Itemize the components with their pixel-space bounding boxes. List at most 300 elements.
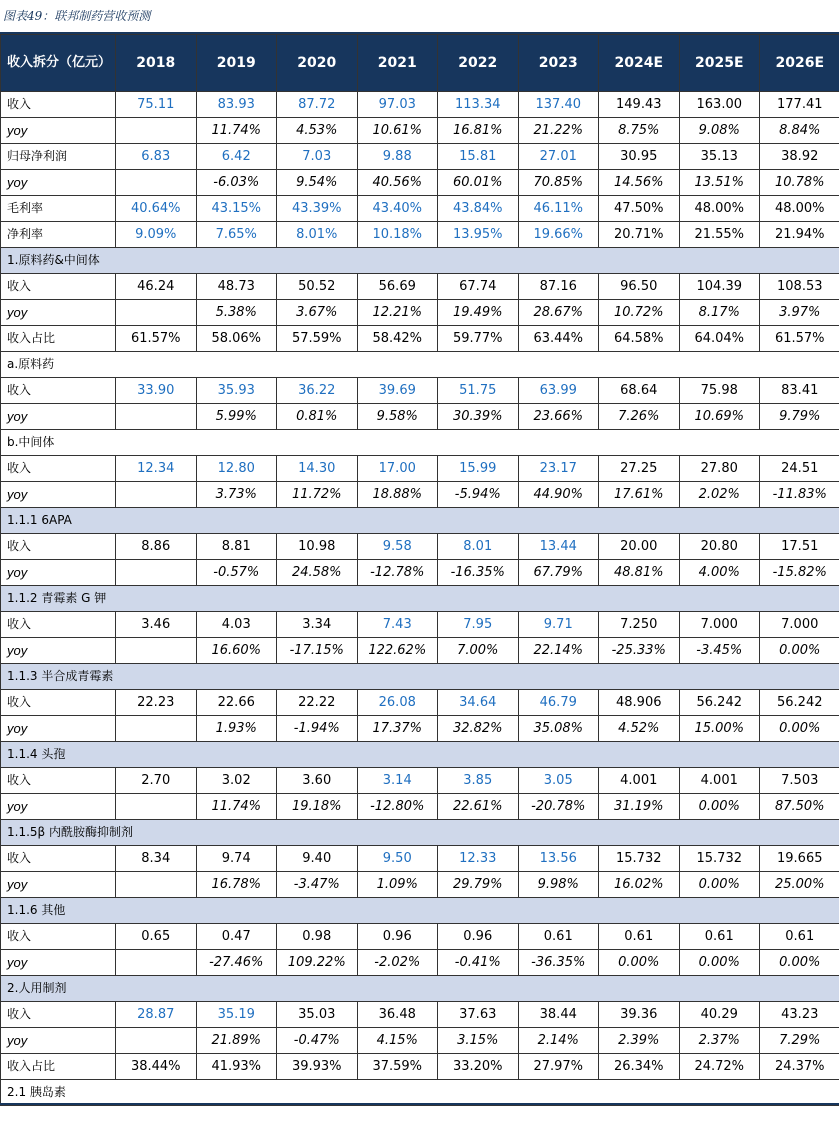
value-cell: -3.45% <box>679 638 760 664</box>
value-cell: 0.61 <box>760 924 839 950</box>
value-cell: 34.64 <box>438 690 519 716</box>
section-label: 1.1.3 半合成青霉素 <box>1 664 839 690</box>
value-cell: 32.82% <box>438 716 519 742</box>
section-label: 2.1 胰岛素 <box>1 1080 839 1106</box>
value-cell: 43.15% <box>196 196 277 222</box>
value-cell: -0.41% <box>438 950 519 976</box>
revenue-forecast-table <box>0 34 839 1106</box>
table-row <box>1 846 839 872</box>
section-label: 1.1.6 其他 <box>1 898 839 924</box>
value-cell: 9.58% <box>357 404 438 430</box>
value-cell: 37.63 <box>438 1002 519 1028</box>
value-cell: -12.78% <box>357 560 438 586</box>
value-cell: 0.00% <box>679 872 760 898</box>
value-cell: 2.02% <box>679 482 760 508</box>
value-cell: 58.42% <box>357 326 438 352</box>
value-cell: 0.61 <box>599 924 680 950</box>
value-cell: 47.50% <box>599 196 680 222</box>
value-cell: 21.55% <box>679 222 760 248</box>
value-cell: -11.83% <box>760 482 839 508</box>
value-cell: 68.64 <box>599 378 680 404</box>
header-year: 2022 <box>438 35 519 92</box>
value-cell: 7.43 <box>357 612 438 638</box>
value-cell: 51.75 <box>438 378 519 404</box>
value-cell: -25.33% <box>599 638 680 664</box>
value-cell: -5.94% <box>438 482 519 508</box>
value-cell: 36.48 <box>357 1002 438 1028</box>
value-cell: 35.13 <box>679 144 760 170</box>
value-cell: 23.66% <box>518 404 599 430</box>
row-label: yoy <box>1 1028 116 1054</box>
table-row <box>1 690 839 716</box>
value-cell: 8.34 <box>116 846 197 872</box>
table-row <box>1 144 839 170</box>
value-cell: 87.50% <box>760 794 839 820</box>
value-cell: 27.97% <box>518 1054 599 1080</box>
value-cell <box>116 118 197 144</box>
value-cell <box>116 560 197 586</box>
value-cell: 38.44% <box>116 1054 197 1080</box>
value-cell: 4.001 <box>599 768 680 794</box>
value-cell: 11.74% <box>196 794 277 820</box>
table-row <box>1 92 839 118</box>
value-cell: 10.72% <box>599 300 680 326</box>
value-cell: 35.03 <box>277 1002 358 1028</box>
value-cell: -0.47% <box>277 1028 358 1054</box>
value-cell: 12.33 <box>438 846 519 872</box>
value-cell: 75.98 <box>679 378 760 404</box>
value-cell: 56.69 <box>357 274 438 300</box>
value-cell <box>116 950 197 976</box>
value-cell: 0.00% <box>599 950 680 976</box>
value-cell: 0.00% <box>679 794 760 820</box>
value-cell: 8.17% <box>679 300 760 326</box>
value-cell: 16.02% <box>599 872 680 898</box>
section-header-row <box>1 976 839 1002</box>
value-cell: 16.60% <box>196 638 277 664</box>
header-first-cell: 收入拆分（亿元） <box>1 35 116 92</box>
section-header-row <box>1 742 839 768</box>
value-cell: 13.56 <box>518 846 599 872</box>
value-cell: 22.61% <box>438 794 519 820</box>
value-cell: 21.94% <box>760 222 839 248</box>
row-label: 归母净利润 <box>1 144 116 170</box>
value-cell: 64.58% <box>599 326 680 352</box>
value-cell: 3.05 <box>518 768 599 794</box>
value-cell: -17.15% <box>277 638 358 664</box>
value-cell: 4.03 <box>196 612 277 638</box>
section-label: 1.1.1 6APA <box>1 508 839 534</box>
row-label: 收入 <box>1 378 116 404</box>
value-cell: -36.35% <box>518 950 599 976</box>
yoy-row <box>1 560 839 586</box>
table-row <box>1 274 839 300</box>
value-cell: 9.54% <box>277 170 358 196</box>
value-cell: 9.58 <box>357 534 438 560</box>
value-cell: 7.250 <box>599 612 680 638</box>
value-cell: 9.79% <box>760 404 839 430</box>
value-cell: 2.14% <box>518 1028 599 1054</box>
value-cell: 27.01 <box>518 144 599 170</box>
value-cell: 48.81% <box>599 560 680 586</box>
value-cell: 96.50 <box>599 274 680 300</box>
value-cell: 12.34 <box>116 456 197 482</box>
value-cell: 15.732 <box>599 846 680 872</box>
value-cell: 21.89% <box>196 1028 277 1054</box>
value-cell: 26.34% <box>599 1054 680 1080</box>
header-year: 2020 <box>277 35 358 92</box>
value-cell: 30.95 <box>599 144 680 170</box>
row-label: 收入 <box>1 92 116 118</box>
row-label: 收入 <box>1 768 116 794</box>
value-cell: 75.11 <box>116 92 197 118</box>
value-cell: 29.79% <box>438 872 519 898</box>
value-cell: 13.51% <box>679 170 760 196</box>
value-cell: 0.61 <box>518 924 599 950</box>
value-cell: 7.95 <box>438 612 519 638</box>
section-label: a.原料药 <box>1 352 839 378</box>
value-cell: 10.18% <box>357 222 438 248</box>
value-cell: 0.81% <box>277 404 358 430</box>
value-cell: 83.93 <box>196 92 277 118</box>
value-cell: 12.21% <box>357 300 438 326</box>
value-cell: 9.08% <box>679 118 760 144</box>
section-header-row <box>1 508 839 534</box>
row-label: yoy <box>1 482 116 508</box>
value-cell: 17.61% <box>599 482 680 508</box>
value-cell: 63.44% <box>518 326 599 352</box>
value-cell: 18.88% <box>357 482 438 508</box>
yoy-row <box>1 872 839 898</box>
yoy-row <box>1 118 839 144</box>
value-cell: 149.43 <box>599 92 680 118</box>
row-label: 收入 <box>1 924 116 950</box>
value-cell: 3.97% <box>760 300 839 326</box>
value-cell: 43.39% <box>277 196 358 222</box>
value-cell: 3.02 <box>196 768 277 794</box>
value-cell: 27.25 <box>599 456 680 482</box>
value-cell: 3.67% <box>277 300 358 326</box>
value-cell: 39.36 <box>599 1002 680 1028</box>
value-cell: 41.93% <box>196 1054 277 1080</box>
value-cell: -0.57% <box>196 560 277 586</box>
value-cell: 22.22 <box>277 690 358 716</box>
yoy-row <box>1 300 839 326</box>
value-cell: 33.20% <box>438 1054 519 1080</box>
row-label: 收入占比 <box>1 326 116 352</box>
value-cell: 9.50 <box>357 846 438 872</box>
row-label: yoy <box>1 638 116 664</box>
row-label: 收入 <box>1 274 116 300</box>
row-label: yoy <box>1 794 116 820</box>
value-cell: 22.66 <box>196 690 277 716</box>
value-cell: -3.47% <box>277 872 358 898</box>
yoy-row <box>1 482 839 508</box>
value-cell: 7.000 <box>679 612 760 638</box>
value-cell: 6.42 <box>196 144 277 170</box>
value-cell: 23.17 <box>518 456 599 482</box>
value-cell: 9.09% <box>116 222 197 248</box>
value-cell: 43.84% <box>438 196 519 222</box>
yoy-row <box>1 716 839 742</box>
header-year: 2026E <box>760 35 839 92</box>
value-cell <box>116 794 197 820</box>
value-cell: 1.93% <box>196 716 277 742</box>
subsection-header-row <box>1 430 839 456</box>
section-label: 2.人用制剂 <box>1 976 839 1002</box>
value-cell: 10.69% <box>679 404 760 430</box>
value-cell: 14.56% <box>599 170 680 196</box>
value-cell: 19.665 <box>760 846 839 872</box>
value-cell: 13.44 <box>518 534 599 560</box>
table-row <box>1 612 839 638</box>
row-label: yoy <box>1 716 116 742</box>
value-cell: 13.95% <box>438 222 519 248</box>
row-label: yoy <box>1 404 116 430</box>
section-header-row <box>1 898 839 924</box>
value-cell <box>116 638 197 664</box>
header-year: 2025E <box>679 35 760 92</box>
value-cell: 8.01% <box>277 222 358 248</box>
value-cell: 19.66% <box>518 222 599 248</box>
value-cell: 14.30 <box>277 456 358 482</box>
value-cell: 26.08 <box>357 690 438 716</box>
value-cell: 19.49% <box>438 300 519 326</box>
value-cell: -12.80% <box>357 794 438 820</box>
value-cell: 7.29% <box>760 1028 839 1054</box>
value-cell: -27.46% <box>196 950 277 976</box>
value-cell: 61.57% <box>116 326 197 352</box>
table-row <box>1 768 839 794</box>
value-cell <box>116 300 197 326</box>
value-cell: 35.19 <box>196 1002 277 1028</box>
value-cell: 44.90% <box>518 482 599 508</box>
value-cell: 48.00% <box>760 196 839 222</box>
table-header-row <box>1 35 839 92</box>
value-cell: 28.67% <box>518 300 599 326</box>
value-cell: 15.81 <box>438 144 519 170</box>
value-cell: 57.59% <box>277 326 358 352</box>
value-cell: 67.74 <box>438 274 519 300</box>
value-cell <box>116 872 197 898</box>
value-cell: 39.93% <box>277 1054 358 1080</box>
value-cell: 0.00% <box>760 716 839 742</box>
value-cell: 9.88 <box>357 144 438 170</box>
value-cell: 17.37% <box>357 716 438 742</box>
value-cell: 4.001 <box>679 768 760 794</box>
value-cell: 0.98 <box>277 924 358 950</box>
row-label: 收入占比 <box>1 1054 116 1080</box>
value-cell: 48.00% <box>679 196 760 222</box>
row-label: yoy <box>1 872 116 898</box>
value-cell: 9.98% <box>518 872 599 898</box>
value-cell: 7.03 <box>277 144 358 170</box>
yoy-row <box>1 794 839 820</box>
row-label: 收入 <box>1 456 116 482</box>
value-cell: 40.64% <box>116 196 197 222</box>
value-cell: 122.62% <box>357 638 438 664</box>
header-year: 2023 <box>518 35 599 92</box>
value-cell: 9.40 <box>277 846 358 872</box>
value-cell: 10.78% <box>760 170 839 196</box>
value-cell: 87.72 <box>277 92 358 118</box>
value-cell: 0.00% <box>760 950 839 976</box>
row-label: yoy <box>1 300 116 326</box>
value-cell: 30.39% <box>438 404 519 430</box>
value-cell: 40.29 <box>679 1002 760 1028</box>
table-row <box>1 534 839 560</box>
header-year: 2019 <box>196 35 277 92</box>
value-cell: 24.37% <box>760 1054 839 1080</box>
table-body <box>1 92 839 1106</box>
value-cell: 2.39% <box>599 1028 680 1054</box>
value-cell: 27.80 <box>679 456 760 482</box>
value-cell: 177.41 <box>760 92 839 118</box>
yoy-row <box>1 1028 839 1054</box>
value-cell: 35.08% <box>518 716 599 742</box>
value-cell: 83.41 <box>760 378 839 404</box>
row-label: 收入 <box>1 846 116 872</box>
value-cell: 43.40% <box>357 196 438 222</box>
value-cell: 3.46 <box>116 612 197 638</box>
value-cell: 20.80 <box>679 534 760 560</box>
value-cell: 108.53 <box>760 274 839 300</box>
value-cell: 56.242 <box>760 690 839 716</box>
value-cell: 25.00% <box>760 872 839 898</box>
value-cell: 59.77% <box>438 326 519 352</box>
value-cell: 48.906 <box>599 690 680 716</box>
value-cell <box>116 716 197 742</box>
value-cell: 16.78% <box>196 872 277 898</box>
section-header-row <box>1 586 839 612</box>
section-header-row <box>1 248 839 274</box>
table-row <box>1 326 839 352</box>
value-cell: 113.34 <box>438 92 519 118</box>
section-label: 1.1.4 头孢 <box>1 742 839 768</box>
value-cell: -2.02% <box>357 950 438 976</box>
value-cell <box>116 404 197 430</box>
value-cell: 21.22% <box>518 118 599 144</box>
value-cell: 7.00% <box>438 638 519 664</box>
value-cell: 8.81 <box>196 534 277 560</box>
value-cell: 7.26% <box>599 404 680 430</box>
value-cell: 97.03 <box>357 92 438 118</box>
value-cell: 70.85% <box>518 170 599 196</box>
table-row <box>1 924 839 950</box>
value-cell: 17.00 <box>357 456 438 482</box>
value-cell: 46.11% <box>518 196 599 222</box>
value-cell: 137.40 <box>518 92 599 118</box>
row-label: 收入 <box>1 690 116 716</box>
value-cell: 46.24 <box>116 274 197 300</box>
value-cell: 7.65% <box>196 222 277 248</box>
value-cell: 3.14 <box>357 768 438 794</box>
figure-caption: 图表49：联邦制药营收预测 <box>3 9 151 23</box>
header-year: 2021 <box>357 35 438 92</box>
table-row <box>1 378 839 404</box>
value-cell: 56.242 <box>679 690 760 716</box>
value-cell: 31.19% <box>599 794 680 820</box>
value-cell: 16.81% <box>438 118 519 144</box>
value-cell <box>116 170 197 196</box>
header-year: 2024E <box>599 35 680 92</box>
value-cell: 4.00% <box>679 560 760 586</box>
value-cell: 15.00% <box>679 716 760 742</box>
value-cell: 37.59% <box>357 1054 438 1080</box>
value-cell: 3.73% <box>196 482 277 508</box>
value-cell: 0.61 <box>679 924 760 950</box>
value-cell: 104.39 <box>679 274 760 300</box>
value-cell: 33.90 <box>116 378 197 404</box>
value-cell: 36.22 <box>277 378 358 404</box>
value-cell: 64.04% <box>679 326 760 352</box>
value-cell: 3.85 <box>438 768 519 794</box>
value-cell: 163.00 <box>679 92 760 118</box>
section-header-row <box>1 664 839 690</box>
row-label: 收入 <box>1 534 116 560</box>
value-cell: 4.15% <box>357 1028 438 1054</box>
table-row <box>1 1054 839 1080</box>
value-cell: 6.83 <box>116 144 197 170</box>
section-label: 1.1.5β 内酰胺酶抑制剂 <box>1 820 839 846</box>
value-cell: 2.37% <box>679 1028 760 1054</box>
value-cell: 61.57% <box>760 326 839 352</box>
value-cell: 60.01% <box>438 170 519 196</box>
row-label: yoy <box>1 950 116 976</box>
table-row <box>1 456 839 482</box>
value-cell: 17.51 <box>760 534 839 560</box>
value-cell: 28.87 <box>116 1002 197 1028</box>
value-cell: 46.79 <box>518 690 599 716</box>
row-label: 毛利率 <box>1 196 116 222</box>
value-cell: 12.80 <box>196 456 277 482</box>
value-cell: 3.34 <box>277 612 358 638</box>
value-cell: -15.82% <box>760 560 839 586</box>
row-label: 收入 <box>1 1002 116 1028</box>
value-cell: 43.23 <box>760 1002 839 1028</box>
value-cell: 10.98 <box>277 534 358 560</box>
value-cell: 0.96 <box>438 924 519 950</box>
row-label: yoy <box>1 118 116 144</box>
value-cell: 0.47 <box>196 924 277 950</box>
value-cell: 15.99 <box>438 456 519 482</box>
yoy-row <box>1 404 839 430</box>
value-cell: -1.94% <box>277 716 358 742</box>
value-cell: 109.22% <box>277 950 358 976</box>
row-label: yoy <box>1 170 116 196</box>
value-cell: 24.58% <box>277 560 358 586</box>
value-cell: 19.18% <box>277 794 358 820</box>
value-cell: 24.51 <box>760 456 839 482</box>
value-cell: 5.38% <box>196 300 277 326</box>
value-cell: 38.44 <box>518 1002 599 1028</box>
value-cell: -6.03% <box>196 170 277 196</box>
header-year: 2018 <box>116 35 197 92</box>
value-cell: 8.75% <box>599 118 680 144</box>
value-cell: 11.74% <box>196 118 277 144</box>
row-label: 净利率 <box>1 222 116 248</box>
value-cell <box>116 1028 197 1054</box>
row-label: 收入 <box>1 612 116 638</box>
value-cell: 0.00% <box>679 950 760 976</box>
subsection-header-row <box>1 1080 839 1106</box>
value-cell: 1.09% <box>357 872 438 898</box>
value-cell: 24.72% <box>679 1054 760 1080</box>
value-cell: 8.84% <box>760 118 839 144</box>
yoy-row <box>1 950 839 976</box>
value-cell: 0.00% <box>760 638 839 664</box>
value-cell: 50.52 <box>277 274 358 300</box>
